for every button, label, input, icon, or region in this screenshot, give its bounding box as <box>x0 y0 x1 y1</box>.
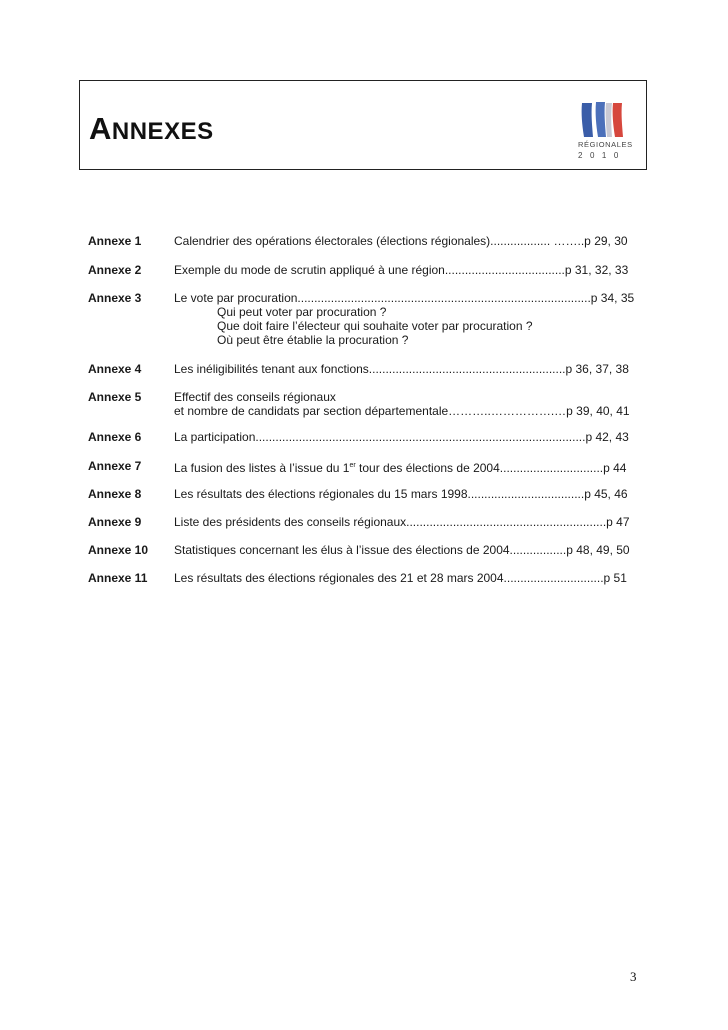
annex-title: Les résultats des élections régionales des 21 et 28 mars 2004..............................p 51 <box>174 571 627 585</box>
annex-label: Annexe 4 <box>88 362 142 376</box>
annex-title: Exemple du mode de scrutin appliqué à une région....................................p 31, 32, 33 <box>174 263 629 277</box>
page-title <box>89 111 214 147</box>
ordinal-superscript: er <box>349 462 356 469</box>
annex-subitem: Qui peut voter par procuration ? <box>217 305 387 319</box>
title-rest: NNEXES <box>111 118 214 145</box>
annex-label: Annexe 7 <box>88 459 142 473</box>
annex-title: La participation...................................................................................................p 42, 43 <box>174 430 629 444</box>
annex-subitem: Que doit faire l’électeur qui souhaite voter par procuration ? <box>217 319 533 333</box>
annex-title-start: La fusion des listes à l’issue du 1 <box>174 461 350 475</box>
annex-title-end: tour des élections de 2004...............................p 44 <box>355 461 627 475</box>
annex-title: Le vote par procuration........................................................................................p 34, 35 <box>174 291 635 305</box>
annex-title: Liste des présidents des conseils régionaux............................................................p 47 <box>174 515 630 529</box>
flag-stripes-icon <box>578 99 626 141</box>
annex-label: Annexe 9 <box>88 515 142 529</box>
annex-title: Les résultats des élections régionales du 15 mars 1998...................................p 45, 46 <box>174 487 628 501</box>
annex-label: Annexe 6 <box>88 430 142 444</box>
logo-year: 2010 <box>578 151 626 160</box>
annex-label: Annexe 2 <box>88 263 142 277</box>
annex-title-line-2: et nombre de candidats par section départementale………..…………….…p 39, 40, 41 <box>174 404 630 418</box>
annex-label: Annexe 10 <box>88 543 149 557</box>
annex-label: Annexe 3 <box>88 291 142 305</box>
logo-word: RÉGIONALES <box>578 140 633 149</box>
title-initial: A <box>89 111 112 146</box>
annex-title: Effectif des conseils régionaux <box>174 390 336 404</box>
header-box <box>79 80 647 170</box>
annex-title <box>174 459 626 475</box>
regionales-logo <box>578 99 638 165</box>
annex-label: Annexe 5 <box>88 390 142 404</box>
annex-title-block <box>174 291 634 347</box>
logo-stripe-blue <box>582 103 593 137</box>
page-number: 3 <box>630 969 637 984</box>
annex-title: Les inéligibilités tenant aux fonctions...........................................................p 36, 37, 38 <box>174 362 629 376</box>
annex-label: Annexe 11 <box>88 571 148 585</box>
annex-title: Calendrier des opérations électorales (élections régionales).................. ……..p 29, 30 <box>174 234 628 248</box>
annex-subitem: Où peut être établie la procuration ? <box>217 333 409 347</box>
logo-stripe-blue-2 <box>596 102 606 137</box>
annex-title: Statistiques concernant les élus à l’issue des élections de 2004.................p 48, 49, 50 <box>174 543 630 557</box>
annex-label: Annexe 8 <box>88 487 142 501</box>
annex-label: Annexe 1 <box>88 234 142 248</box>
annex-title-block <box>174 390 630 418</box>
logo-stripe-white <box>606 103 612 137</box>
logo-stripe-red <box>613 103 623 137</box>
